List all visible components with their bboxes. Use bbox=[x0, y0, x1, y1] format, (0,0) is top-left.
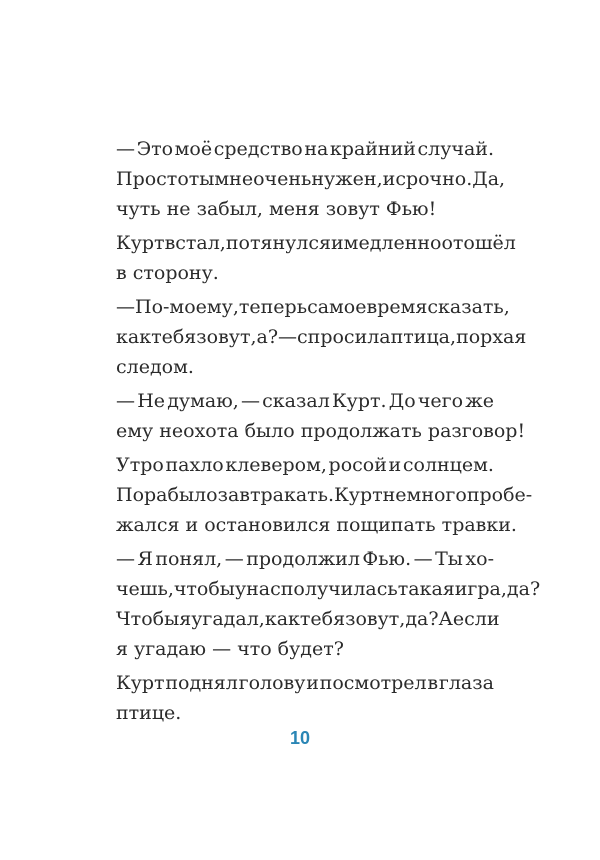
text-line: Пора было завтракать. Курт немного пробе- bbox=[116, 484, 533, 506]
text-line: Утро пахло клевером, росой и солнцем. bbox=[116, 454, 494, 476]
text-line: жался и остановился пощипать травки. bbox=[116, 514, 517, 536]
text-line: птице. bbox=[116, 702, 182, 724]
text-line: — Это моё средство на крайний случай. bbox=[116, 138, 494, 160]
page-number: 10 bbox=[289, 728, 311, 748]
text-line: чешь, чтобы у нас получилась такая игра, да? bbox=[116, 578, 541, 600]
text-line: — Не думаю, — сказал Курт. До чего же bbox=[116, 390, 494, 412]
text-line: я угадаю — что будет? bbox=[116, 638, 344, 660]
text-line: ему неохота было продолжать разговор! bbox=[116, 420, 526, 442]
text-line: Курт встал, потянулся и медленно отошёл bbox=[116, 232, 516, 254]
text-line: как тебя зовут, а? — спросила птица, порхая bbox=[116, 326, 527, 348]
body-text bbox=[116, 134, 541, 728]
text-line: Просто ты мне очень нужен, и срочно. Да, bbox=[116, 168, 506, 190]
text-line: Курт поднял голову и посмотрел в глаза bbox=[116, 672, 494, 694]
text-line: следом. bbox=[116, 356, 194, 378]
text-line: — По-моему, теперь самое время сказать, bbox=[116, 296, 510, 318]
text-line: Чтобы я угадал, как тебя зовут, да? А если bbox=[116, 608, 500, 630]
text-line: чуть не забыл, меня зовут Фью! bbox=[116, 198, 437, 220]
text-line: — Я понял, — продолжил Фью. — Ты хо- bbox=[116, 548, 494, 570]
text-line: в сторону. bbox=[116, 262, 219, 284]
